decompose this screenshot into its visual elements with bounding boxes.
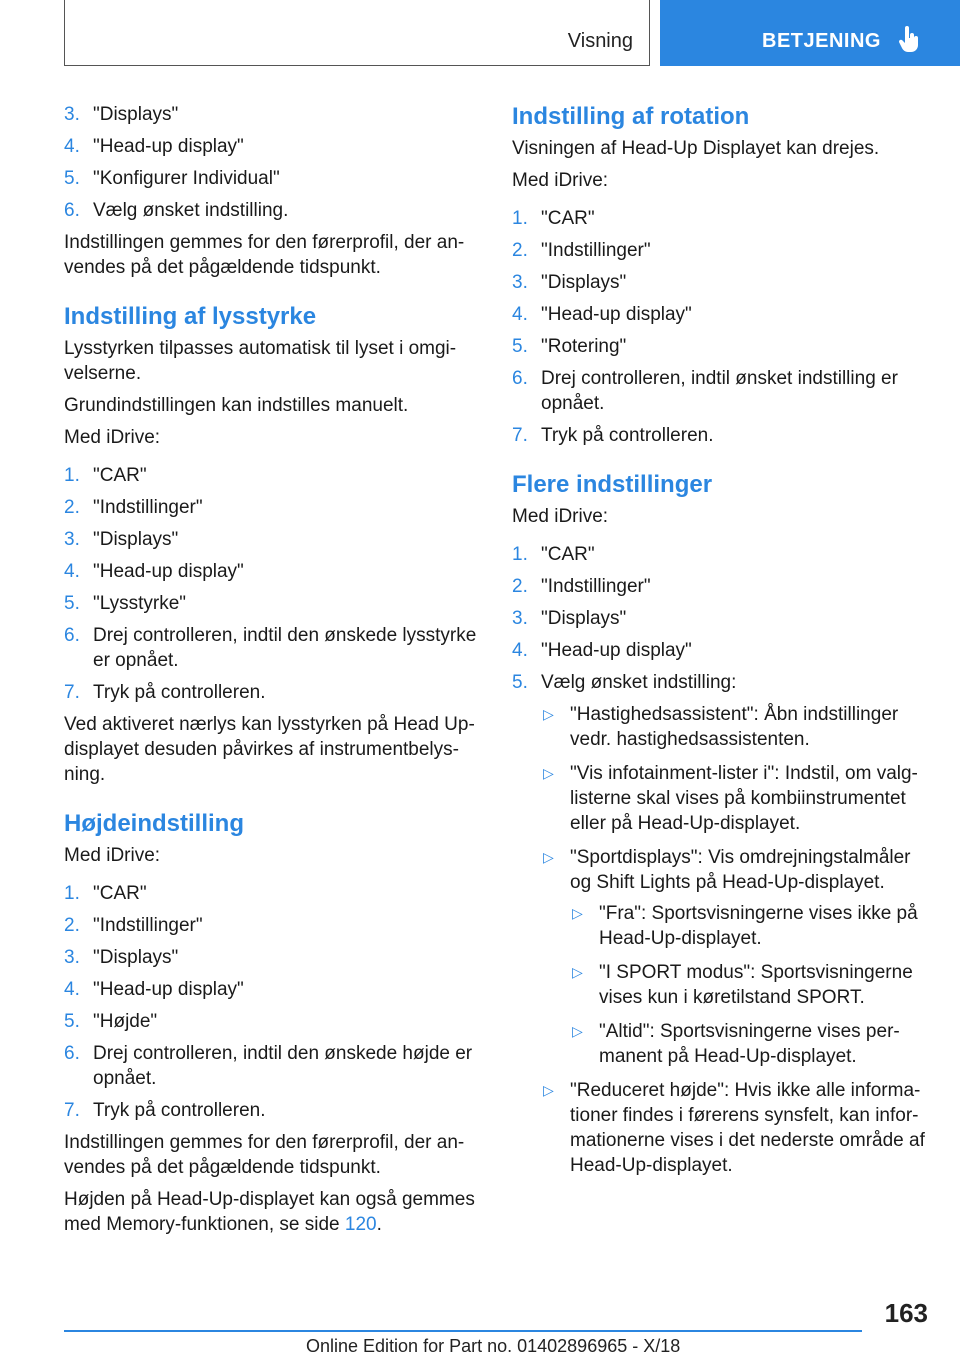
chapter-title: BETJENING [762, 30, 881, 52]
step-number: 2. [512, 576, 528, 597]
list-item: 3. "Displays" [512, 272, 627, 293]
list-item: 2. "Indstillinger" [64, 915, 203, 936]
list-item: 3. "Displays" [512, 608, 627, 629]
list-item: ▷ "Vis infotainment-lister i": Indstil, om valg-listerne skal vises på kombiinstrumentet eller på Head-Up-displayet. [543, 763, 918, 834]
paragraph: Med iDrive: [64, 427, 161, 448]
list-item: 1. "CAR" [512, 544, 595, 565]
list-item: 4. "Head-up display" [512, 304, 692, 325]
step-number: 5. [64, 593, 80, 614]
paragraph: Indstillingen gemmes for den førerprofil, der an-vendes på det pågældende tidspunkt. [64, 1132, 465, 1178]
list-item: 7. Tryk på controlleren. [64, 682, 266, 703]
step-number: 6. [64, 625, 80, 646]
list-item: 3. "Displays" [64, 529, 179, 550]
list-item: 4. "Head-up display" [64, 561, 244, 582]
page-number: 163 [884, 1298, 928, 1328]
list-item: 4. "Head-up display" [512, 640, 692, 661]
paragraph: Grundindstillingen kan indstilles manuelt. [64, 395, 409, 416]
list-item: 3. "Displays" [64, 104, 179, 125]
steps-list-a [64, 102, 482, 223]
step-number: 2. [512, 240, 528, 261]
list-item: 4. "Head-up display" [64, 979, 244, 1000]
paragraph: Visningen af Head-Up Displayet kan drejes. [512, 138, 880, 159]
list-item: 6. Drej controlleren, indtil den ønskede højde er opnået. [64, 1043, 473, 1089]
list-item: 2. "Indstillinger" [512, 240, 651, 261]
step-number: 3. [512, 608, 528, 629]
step-number: 4. [64, 561, 80, 582]
step-number: 3. [64, 947, 80, 968]
steps-list-e [512, 542, 932, 695]
left-column [64, 102, 482, 1244]
step-number: 2. [64, 497, 80, 518]
triangle-right-icon: ▷ [543, 706, 554, 722]
triangle-right-icon: ▷ [543, 765, 554, 781]
right-column [512, 102, 932, 1187]
steps-list-c [64, 881, 482, 1123]
list-item: 1. "CAR" [64, 883, 147, 904]
step-number: 1. [64, 465, 80, 486]
step-number: 3. [64, 529, 80, 550]
footer-edition: Online Edition for Part no. 01402896965 - X/18 [306, 1336, 681, 1356]
heading-more-settings: Flere indstillinger [512, 471, 713, 498]
list-item: ▷ "Fra": Sportsvisningerne vises ikke på Head-Up-displayet. [572, 903, 918, 949]
list-item: ▷ "Hastighedsassistent": Åbn indstillinger vedr. hastighedsassistenten. [543, 704, 899, 750]
paragraph: Med iDrive: [512, 170, 609, 191]
options-list [541, 702, 932, 1178]
page-ref-link[interactable]: 120 [344, 1214, 377, 1235]
list-item: 5. Vælg ønsket indstilling: [512, 672, 737, 693]
list-item: ▷ "Sportdisplays": Vis omdrejningstalmåler og Shift Lights på Head-Up-displayet. ▷ "Fra": Sportsvisningerne vises ikke på Head-Up-displayet. ▷ "I SPORT modus": Sportsvisningerne vises kun i køretilstand SPORT. ▷ "Altid": Sportsvisningerne vises per-manent på Head-Up-displayet. [541, 845, 932, 1069]
list-item: 5. "Højde" [64, 1011, 158, 1032]
list-item: 7. Tryk på controlleren. [64, 1100, 266, 1121]
step-number: 4. [512, 640, 528, 661]
triangle-right-icon: ▷ [572, 1023, 583, 1039]
list-item: ▷ "Altid": Sportsvisningerne vises per-manent på Head-Up-displayet. [572, 1021, 900, 1067]
paragraph: Med iDrive: [512, 506, 609, 527]
step-number: 3. [512, 272, 528, 293]
list-item: 6. Drej controlleren, indtil ønsket indstilling er opnået. [512, 368, 898, 414]
list-item: 2. "Indstillinger" [64, 497, 203, 518]
list-item: 4. "Head-up display" [64, 136, 244, 157]
step-number: 2. [64, 915, 80, 936]
sub-options-list [570, 901, 932, 1069]
list-item: ▷ "Reduceret højde": Hvis ikke alle informa-tioner findes i førerens synsfelt, kan infor-mationerne vises i det nederste område af Head-Up-displayet. [543, 1080, 925, 1176]
paragraph: Indstillingen gemmes for den førerprofil, der an-vendes på det pågældende tidspunkt. [64, 232, 465, 278]
header-chapter-tab [660, 0, 960, 66]
heading-rotation: Indstilling af rotation [512, 103, 750, 130]
triangle-right-icon: ▷ [543, 849, 554, 865]
list-item: 7. Tryk på controlleren. [512, 425, 714, 446]
list-item: 5. "Konfigurer Individual" [64, 168, 280, 189]
triangle-right-icon: ▷ [572, 964, 583, 980]
paragraph-memory: Højden på Head-Up-displayet kan også gemmes med Memory-funktionen, se side 120. [64, 1189, 475, 1235]
step-number: 4. [512, 304, 528, 325]
step-number: 6. [512, 368, 528, 389]
step-number: 4. [64, 979, 80, 1000]
triangle-right-icon: ▷ [572, 905, 583, 921]
step-number: 7. [64, 682, 80, 703]
step-number: 7. [512, 425, 528, 446]
list-item: 1. "CAR" [512, 208, 595, 229]
list-item: 5. "Lysstyrke" [64, 593, 187, 614]
steps-list-d [512, 206, 932, 448]
step-number: 6. [64, 1043, 80, 1064]
list-item: 2. "Indstillinger" [512, 576, 651, 597]
hand-pointer-icon [898, 26, 920, 54]
section-title: Visning [567, 30, 633, 52]
list-item: ▷ "I SPORT modus": Sportsvisningerne vises kun i køretilstand SPORT. [572, 962, 913, 1008]
list-item: 5. "Rotering" [512, 336, 627, 357]
paragraph: Ved aktiveret nærlys kan lysstyrken på Head Up-displayet desuden påvirkes af instrumentbelys-ning. [64, 714, 475, 785]
header-section-box [64, 0, 650, 66]
paragraph: Med iDrive: [64, 845, 161, 866]
list-item: 6. Vælg ønsket indstilling. [64, 200, 289, 221]
step-number: 5. [64, 1011, 80, 1032]
footer-divider [64, 1330, 862, 1332]
step-number: 7. [64, 1100, 80, 1121]
steps-list-b [64, 463, 482, 705]
heading-brightness: Indstilling af lysstyrke [64, 303, 317, 330]
list-item: 3. "Displays" [64, 947, 179, 968]
list-item: 1. "CAR" [64, 465, 147, 486]
step-number: 1. [512, 544, 528, 565]
step-number: 5. [512, 672, 528, 693]
step-number: 5. [512, 336, 528, 357]
triangle-right-icon: ▷ [543, 1082, 554, 1098]
step-number: 1. [64, 883, 80, 904]
heading-height: Højdeindstilling [64, 810, 244, 837]
step-number: 1. [512, 208, 528, 229]
paragraph: Lysstyrken tilpasses automatisk til lyset i omgi-velserne. [64, 338, 457, 384]
list-item: 6. Drej controlleren, indtil den ønskede lysstyrke er opnået. [64, 625, 477, 671]
